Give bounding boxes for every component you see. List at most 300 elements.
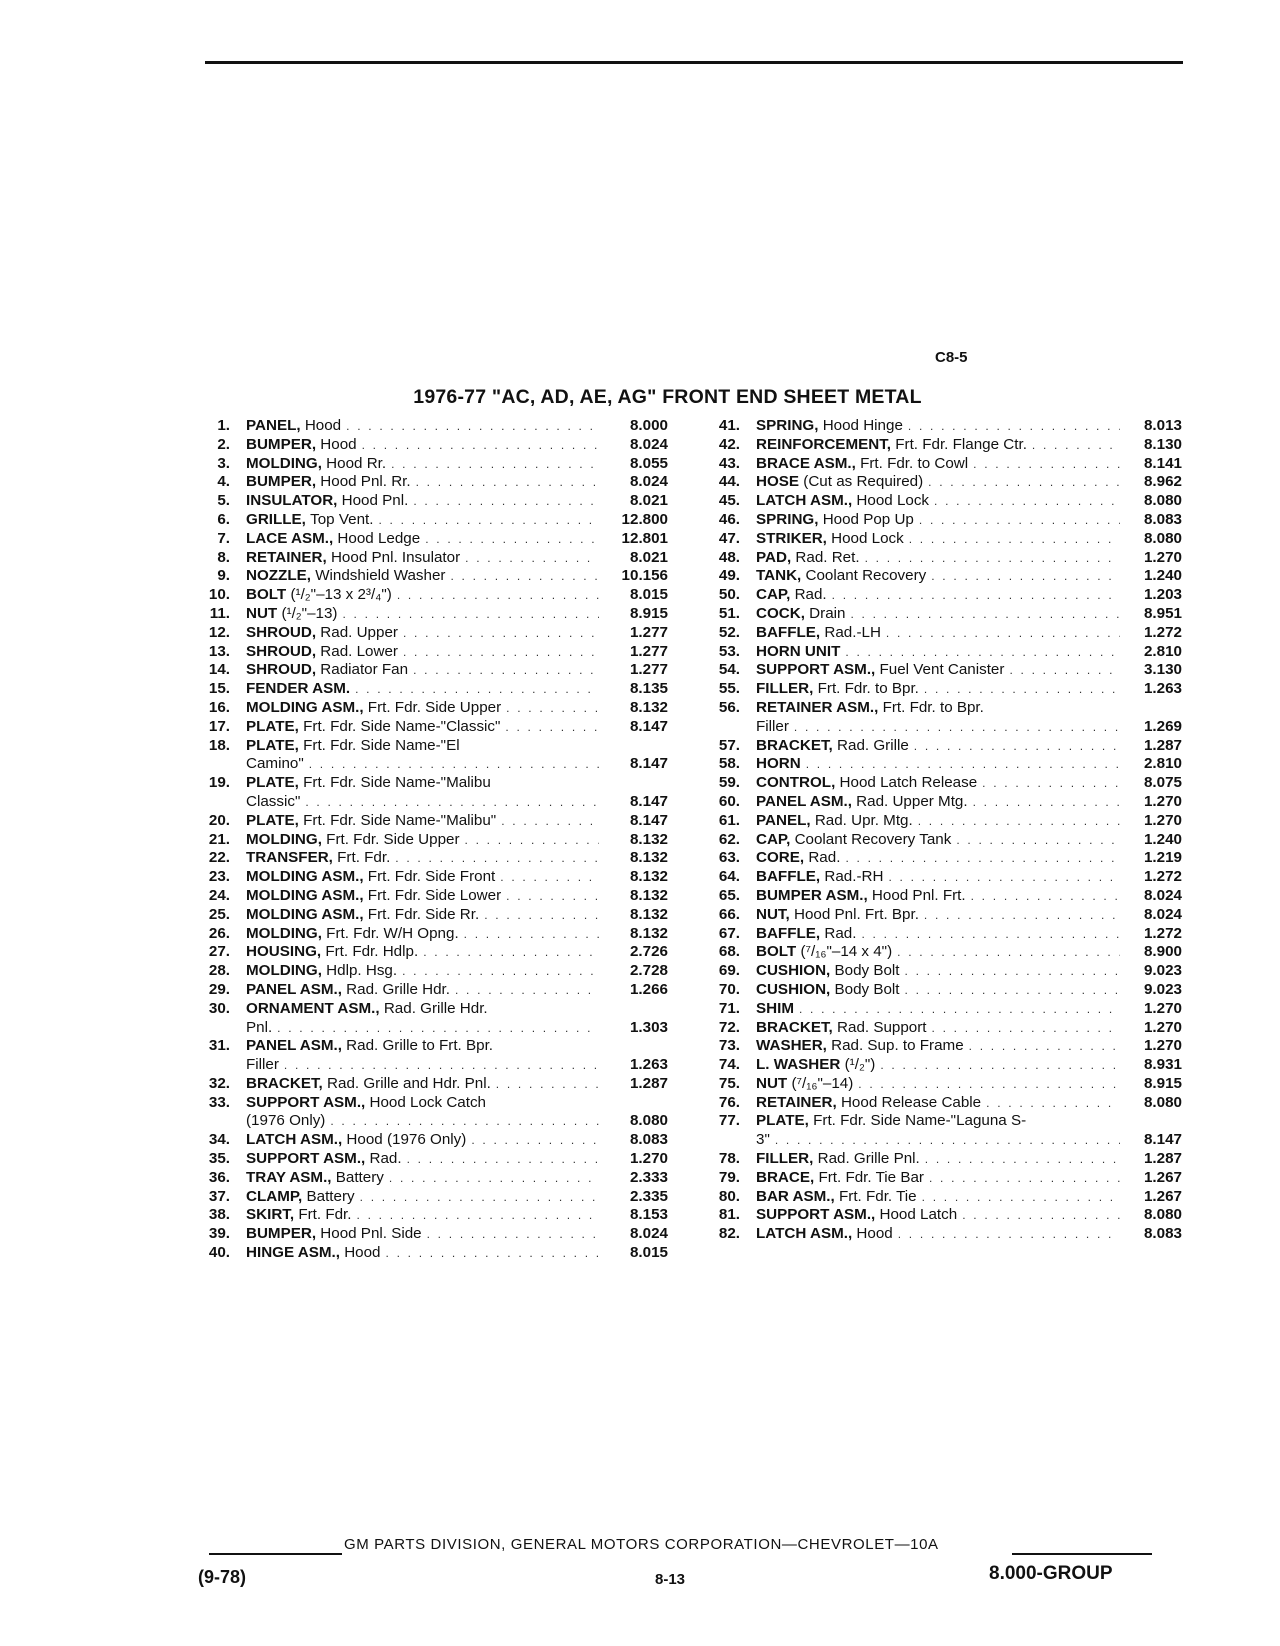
item-line (756, 737, 1182, 756)
dot-leader (898, 1225, 1120, 1244)
dot-leader (971, 887, 1120, 906)
parts-list-item (700, 680, 1182, 699)
item-group-number: 1.287 (1143, 1150, 1182, 1168)
item-name: PLATE, (246, 736, 299, 754)
item-description (756, 831, 1182, 850)
item-group-number: 1.270 (1143, 811, 1182, 829)
item-first-line (246, 737, 668, 756)
item-continuation-line (246, 1019, 668, 1038)
parts-list-item (700, 1225, 1182, 1244)
item-line (756, 849, 1182, 868)
item-detail: Hood Pnl. Rr. (320, 473, 411, 491)
item-group-number: 2.810 (1143, 755, 1182, 773)
item-continuation-line (246, 1112, 668, 1131)
dot-leader (794, 718, 1120, 737)
parts-list-item (190, 943, 668, 962)
item-line (756, 943, 1182, 962)
dot-leader (416, 473, 599, 492)
parts-list-item (700, 1169, 1182, 1188)
item-detail: Rad. Grille and Hdr. Pnl. (327, 1074, 491, 1092)
item-description (246, 943, 668, 962)
parts-list-item (190, 1244, 668, 1263)
item-number: 23. (208, 868, 230, 886)
parts-list-right (700, 417, 1182, 1244)
item-number: 41. (718, 417, 740, 434)
item-description (246, 624, 668, 643)
item-group-number: 12.800 (621, 510, 668, 528)
item-name: SHIM (756, 999, 794, 1017)
dot-leader (389, 1169, 599, 1188)
dot-leader (413, 661, 599, 680)
item-number: 1. (217, 417, 230, 434)
item-line (756, 1000, 1182, 1019)
item-name: BAFFLE, (756, 623, 821, 641)
item-name: MOLDING ASM., (246, 886, 364, 904)
item-description (756, 492, 1182, 511)
item-number: 15. (208, 680, 230, 698)
item-group-number: 1.270 (1143, 1018, 1182, 1036)
item-line (246, 1244, 668, 1263)
item-detail: Hood Pop Up (822, 510, 914, 528)
dot-leader (858, 1075, 1120, 1094)
item-description (246, 1150, 668, 1169)
dot-leader (918, 812, 1120, 831)
item-name: RETAINER ASM., (756, 698, 879, 716)
item-name: MOLDING, (246, 454, 322, 472)
item-description (246, 981, 668, 1000)
item-number: 58. (718, 755, 740, 773)
item-description (756, 962, 1182, 981)
item-name: LATCH ASM., (756, 1225, 853, 1243)
item-description (246, 567, 668, 586)
item-line (246, 455, 668, 474)
item-detail: Top Vent. (310, 510, 374, 528)
dot-leader (799, 1000, 1120, 1019)
item-number: 2. (217, 435, 230, 453)
item-detail: Frt. Fdr. Side Name-"Classic" (303, 717, 501, 735)
item-group-number: 8.132 (629, 924, 668, 942)
item-name: MOLDING ASM., (246, 868, 364, 886)
item-name: RETAINER, (756, 1093, 837, 1111)
item-description (246, 849, 668, 868)
item-group-number: 1.287 (1143, 736, 1182, 754)
item-detail: Frt. Fdr. to Bpr. (882, 698, 984, 716)
item-group-number: 8.024 (1143, 905, 1182, 923)
item-name: BAFFLE, (756, 868, 821, 886)
item-line (246, 887, 668, 906)
item-group-number: 8.015 (629, 1244, 668, 1262)
dot-leader (1009, 661, 1120, 680)
footer-page-number: 8-13 (655, 1571, 686, 1588)
dot-leader (973, 455, 1120, 474)
item-detail: (Cut as Required) (803, 473, 924, 491)
item-number: 37. (208, 1187, 230, 1205)
item-line (246, 925, 668, 944)
dot-leader (861, 925, 1120, 944)
item-group-number: 1.272 (1143, 623, 1182, 641)
item-group-number: 8.080 (1143, 492, 1182, 510)
item-detail: Frt. Fdr. Side Name-"Malibu" (303, 811, 497, 829)
item-name: SUPPORT ASM., (756, 1206, 876, 1224)
item-name: LATCH ASM., (246, 1131, 343, 1149)
item-group-number: 1.270 (1143, 792, 1182, 810)
item-line (756, 680, 1182, 699)
item-group-number: 9.023 (1143, 980, 1182, 998)
dot-leader (402, 962, 599, 981)
item-line (246, 492, 668, 511)
item-description (246, 925, 668, 944)
item-name: HORN UNIT (756, 642, 841, 660)
footer-date: (9-78) (198, 1567, 247, 1587)
item-number: 44. (718, 473, 740, 491)
parts-list-item (700, 925, 1182, 944)
parts-list-item (190, 661, 668, 680)
dot-leader (465, 549, 599, 568)
item-group-number: 8.900 (1143, 943, 1182, 961)
item-name: SUPPORT ASM., (756, 661, 876, 679)
item-description (246, 887, 668, 906)
parts-list-item (700, 906, 1182, 925)
item-number: 24. (208, 886, 230, 904)
item-group-number: 1.277 (629, 642, 668, 660)
item-continuation: 3" (756, 1131, 770, 1149)
parts-list-item (190, 1094, 668, 1132)
item-description (246, 586, 668, 605)
parts-list-item (700, 1000, 1182, 1019)
item-detail: (¹/₂"–13 x 2³/₄") (290, 586, 392, 604)
item-detail: Rad. (824, 924, 857, 942)
parts-list-item (190, 906, 668, 925)
item-detail: (¹/₂") (844, 1056, 876, 1074)
item-name: PAD, (756, 548, 792, 566)
parts-list-item (190, 868, 668, 887)
parts-list-item (700, 1056, 1182, 1075)
item-name: PLATE, (246, 717, 299, 735)
item-name: MOLDING ASM., (246, 698, 364, 716)
item-name: BAR ASM., (756, 1187, 835, 1205)
item-group-number: 8.080 (629, 1112, 668, 1130)
parts-list-item (700, 812, 1182, 831)
item-number: 12. (208, 623, 230, 641)
dot-leader (922, 1188, 1120, 1207)
item-detail: (¹/₂"–13) (281, 604, 338, 622)
item-line (756, 925, 1182, 944)
item-detail: Hood (856, 1225, 893, 1243)
dot-leader (925, 1150, 1120, 1169)
item-group-number: 2.810 (1143, 642, 1182, 660)
item-group-number: 1.263 (629, 1056, 668, 1074)
item-continuation-line (756, 1131, 1182, 1150)
dot-leader (464, 925, 599, 944)
item-description (756, 680, 1182, 699)
item-line (246, 680, 668, 699)
item-name: MOLDING, (246, 830, 322, 848)
item-name: BRACKET, (756, 736, 833, 754)
item-name: CORE, (756, 849, 805, 867)
parts-list-item (190, 887, 668, 906)
item-name: PANEL ASM., (756, 792, 852, 810)
item-name: NUT, (756, 905, 790, 923)
dot-leader (931, 567, 1120, 586)
item-number: 57. (718, 736, 740, 754)
item-group-number: 8.931 (1143, 1056, 1182, 1074)
item-name: MOLDING ASM., (246, 905, 364, 923)
item-name: FENDER ASM. (246, 680, 351, 698)
parts-list-item (190, 962, 668, 981)
item-group-number: 8.915 (1143, 1074, 1182, 1092)
item-continuation-line (246, 793, 668, 812)
item-name: PLATE, (246, 811, 299, 829)
dot-leader (919, 511, 1120, 530)
dot-leader (928, 473, 1120, 492)
dot-leader (934, 492, 1120, 511)
item-description (756, 1169, 1182, 1188)
item-number: 28. (208, 962, 230, 980)
parts-list-item (190, 812, 668, 831)
parts-list-item (700, 1188, 1182, 1207)
parts-list-item (700, 831, 1182, 850)
item-group-number: 8.147 (1143, 1131, 1182, 1149)
item-group-number: 8.135 (629, 680, 668, 698)
item-number: 73. (718, 1037, 740, 1055)
item-name: PLATE, (246, 774, 299, 792)
item-name: TANK, (756, 567, 802, 585)
item-number: 14. (208, 661, 230, 679)
item-line (246, 1150, 668, 1169)
page-code: C8-5 (935, 349, 968, 366)
item-detail: Rad. Grille (837, 736, 909, 754)
item-detail: Hood Latch Release (839, 774, 978, 792)
item-name: SPRING, (756, 510, 819, 528)
item-name: COCK, (756, 604, 805, 622)
item-group-number: 8.130 (1143, 435, 1182, 453)
dot-leader (397, 586, 599, 605)
item-name: CAP, (756, 586, 791, 604)
parts-list-item (190, 831, 668, 850)
item-description (756, 943, 1182, 962)
item-name: CUSHION, (756, 962, 831, 980)
item-name: BUMPER, (246, 473, 317, 491)
item-description (756, 737, 1182, 756)
item-group-number: 8.083 (1143, 1225, 1182, 1243)
dot-leader (908, 417, 1120, 436)
item-number: 59. (718, 774, 740, 792)
item-line (246, 1075, 668, 1094)
item-detail: Hood Latch (879, 1206, 958, 1224)
parts-list-item (700, 755, 1182, 774)
parts-list-item (190, 417, 668, 436)
parts-list-item (190, 586, 668, 605)
item-line (246, 586, 668, 605)
item-group-number: 3.130 (1143, 661, 1182, 679)
item-description (246, 699, 668, 718)
item-detail: Hood (304, 417, 342, 434)
item-detail: (⁷/₁₆"–14 x 4") (800, 943, 893, 961)
item-name: BOLT (246, 586, 287, 604)
item-group-number: 1.303 (629, 1018, 668, 1036)
item-detail: Hood Ledge (337, 529, 421, 547)
item-name: SHROUD, (246, 642, 317, 660)
item-description (246, 492, 668, 511)
item-group-number: 8.147 (629, 717, 668, 735)
footer-group: 8.000-GROUP (989, 1563, 1113, 1584)
item-name: L. WASHER (756, 1056, 841, 1074)
item-line (756, 1094, 1182, 1113)
item-number: 26. (208, 924, 230, 942)
item-detail: Frt. Fdr. Side Upper (367, 698, 502, 716)
dot-leader (391, 455, 599, 474)
item-detail: Battery (306, 1187, 355, 1205)
item-number: 54. (718, 661, 740, 679)
item-description (246, 812, 668, 831)
item-description (246, 473, 668, 492)
dot-leader (505, 718, 599, 737)
item-number: 66. (718, 905, 740, 923)
item-name: BAFFLE, (756, 924, 821, 942)
item-detail: Frt. Fdr. Side Name-"Malibu (303, 774, 491, 792)
item-name: GRILLE, (246, 510, 306, 528)
item-line (246, 812, 668, 831)
item-continuation: Classic" (246, 792, 301, 810)
item-group-number: 8.000 (629, 417, 668, 434)
item-detail: Hood Release Cable (840, 1093, 982, 1111)
item-detail: Drain (809, 604, 846, 622)
item-number: 67. (718, 924, 740, 942)
item-group-number: 8.132 (629, 698, 668, 716)
dot-leader (897, 943, 1120, 962)
item-first-line (756, 699, 1182, 718)
item-detail: Rad.-RH (824, 868, 884, 886)
item-line (756, 1037, 1182, 1056)
item-name: STRIKER, (756, 529, 827, 547)
item-description (756, 812, 1182, 831)
dot-leader (806, 755, 1120, 774)
item-description (246, 455, 668, 474)
item-continuation-line (246, 755, 668, 774)
item-line (246, 718, 668, 737)
item-name: PLATE, (756, 1112, 809, 1130)
item-line (756, 1206, 1182, 1225)
item-name: HORN (756, 755, 801, 773)
item-detail: Rad. Upper (320, 623, 398, 641)
item-name: NUT (246, 604, 278, 622)
dot-leader (450, 567, 599, 586)
parts-list-item (700, 605, 1182, 624)
dot-leader (465, 831, 599, 850)
parts-list-item (700, 643, 1182, 662)
dot-leader (427, 1225, 599, 1244)
item-detail: Frt. Fdr. Side Rr. (367, 905, 480, 923)
item-detail: Hood (1976 Only) (346, 1131, 467, 1149)
item-detail: Hdlp. Hsg. (326, 962, 398, 980)
item-detail: Fuel Vent Canister (879, 661, 1005, 679)
item-number: 77. (718, 1112, 740, 1130)
item-description (756, 755, 1182, 774)
parts-list-item (190, 1000, 668, 1038)
item-number: 45. (718, 492, 740, 510)
item-line (246, 473, 668, 492)
item-line (246, 511, 668, 530)
item-number: 18. (208, 736, 230, 754)
item-group-number: 8.147 (629, 811, 668, 829)
dot-leader (496, 1075, 599, 1094)
dot-leader (886, 624, 1120, 643)
item-detail: Hood (344, 1244, 381, 1262)
item-line (756, 906, 1182, 925)
item-name: BUMPER ASM., (756, 886, 868, 904)
item-detail: Rad. Lower (320, 642, 398, 660)
item-description (756, 1188, 1182, 1207)
item-detail: Rad. Upper Mtg. (856, 792, 968, 810)
item-group-number: 1.266 (629, 980, 668, 998)
parts-list-item (190, 981, 668, 1000)
item-description (756, 1019, 1182, 1038)
dot-leader (403, 643, 599, 662)
dot-leader (924, 906, 1120, 925)
item-line (756, 1075, 1182, 1094)
dot-leader (924, 680, 1120, 699)
item-group-number: 8.075 (1143, 774, 1182, 792)
item-number: 7. (217, 529, 230, 547)
item-line (756, 1019, 1182, 1038)
item-name: LATCH ASM., (756, 492, 853, 510)
item-name: SUPPORT ASM., (246, 1150, 366, 1168)
parts-list-item (700, 436, 1182, 455)
item-detail: Hood Pnl. Frt. Bpr. (793, 905, 919, 923)
item-description (756, 793, 1182, 812)
item-detail: Rad. Upr. Mtg. (814, 811, 913, 829)
dot-leader (506, 699, 599, 718)
item-name: PANEL, (246, 417, 301, 434)
item-description (756, 1094, 1182, 1113)
dot-leader (845, 849, 1120, 868)
dot-leader (423, 943, 599, 962)
dot-leader (362, 436, 599, 455)
item-description (246, 436, 668, 455)
item-line (756, 831, 1182, 850)
item-line (756, 774, 1182, 793)
item-number: 6. (217, 510, 230, 528)
item-description (246, 868, 668, 887)
item-group-number: 8.951 (1143, 604, 1182, 622)
dot-leader (330, 1112, 599, 1131)
item-line (246, 1206, 668, 1225)
item-number: 63. (718, 849, 740, 867)
item-detail: Coolant Recovery Tank (794, 830, 952, 848)
item-detail: Frt. Fdr. Flange Ctr. (895, 435, 1027, 453)
dot-leader (850, 605, 1120, 624)
item-detail: Frt. Fdr. to Cowl (860, 454, 969, 472)
item-group-number: 1.240 (1143, 830, 1182, 848)
item-description (756, 1206, 1182, 1225)
item-description (246, 737, 668, 775)
item-name: PANEL ASM., (246, 1037, 342, 1055)
item-group-number: 12.801 (621, 529, 668, 547)
item-description (246, 1131, 668, 1150)
parts-list-item (700, 1150, 1182, 1169)
item-line (756, 643, 1182, 662)
item-group-number: 1.270 (1143, 1037, 1182, 1055)
item-name: BUMPER, (246, 435, 317, 453)
parts-list-item (700, 530, 1182, 549)
parts-list-item (700, 699, 1182, 737)
item-number: 82. (718, 1225, 740, 1243)
parts-list-item (190, 624, 668, 643)
footer-rule-right (1012, 1553, 1152, 1555)
item-number: 69. (718, 962, 740, 980)
item-number: 8. (217, 548, 230, 566)
dot-leader (413, 492, 599, 511)
